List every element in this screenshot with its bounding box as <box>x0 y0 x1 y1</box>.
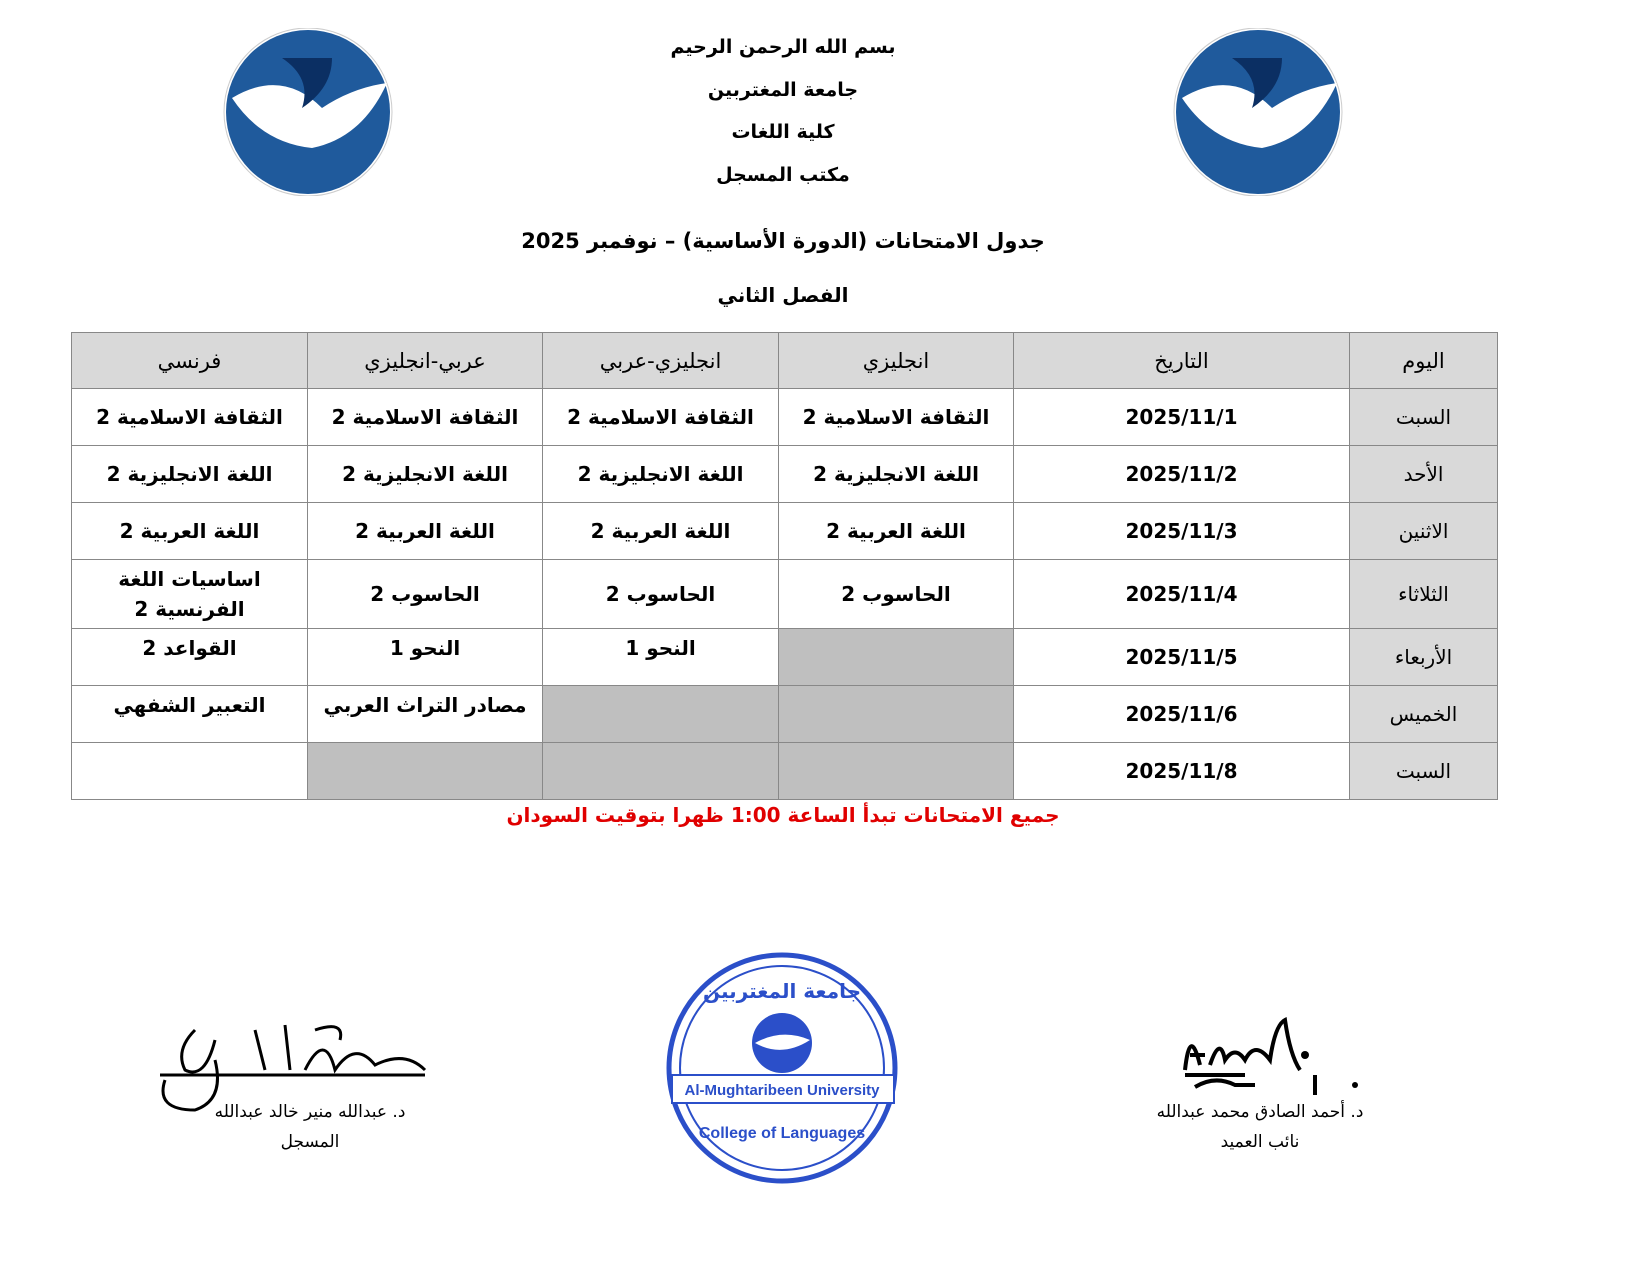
date-cell: 2025/11/6 <box>1014 686 1350 743</box>
english-arabic-cell: الثقافة الاسلامية 2 <box>543 389 779 446</box>
english-arabic-cell: الحاسوب 2 <box>543 560 779 629</box>
date-cell: 2025/11/5 <box>1014 629 1350 686</box>
english-arabic-cell: اللغة العربية 2 <box>543 503 779 560</box>
university-logo-right <box>1172 28 1344 196</box>
arabic-english-cell: الثقافة الاسلامية 2 <box>308 389 543 446</box>
date-cell: 2025/11/3 <box>1014 503 1350 560</box>
column-header-french: فرنسي <box>72 333 308 389</box>
college-stamp <box>660 948 905 1188</box>
date-cell: 2025/11/8 <box>1014 743 1350 800</box>
english-cell-empty <box>779 686 1014 743</box>
english-cell: الحاسوب 2 <box>779 560 1014 629</box>
column-header-day: اليوم <box>1350 333 1498 389</box>
date-cell: 2025/11/2 <box>1014 446 1350 503</box>
registrar-name: د. عبدالله منير خالد عبدالله <box>214 1102 406 1122</box>
table-row <box>72 560 1498 629</box>
day-cell: السبت <box>1350 743 1498 800</box>
french-cell-empty <box>72 743 308 800</box>
stamp-bottom-text: College of Languages <box>698 1125 866 1142</box>
english-cell: اللغة العربية 2 <box>779 503 1014 560</box>
arabic-english-cell: الحاسوب 2 <box>308 560 543 629</box>
table-header-row <box>72 333 1498 389</box>
university-logo-left <box>222 28 394 196</box>
french-cell: اللغة الانجليزية 2 <box>72 446 308 503</box>
column-header-english: انجليزي <box>779 333 1014 389</box>
french-cell: التعبير الشفهي <box>72 686 308 743</box>
column-header-arabic-english: عربي-انجليزي <box>308 333 543 389</box>
stamp-middle-text: Al-Mughtaribeen University <box>684 1082 880 1099</box>
day-cell: الخميس <box>1350 686 1498 743</box>
english-arabic-cell-empty <box>543 743 779 800</box>
exam-time-note: جميع الامتحانات تبدأ الساعة 1:00 ظهرا بتوقيت السودان <box>506 803 1060 827</box>
french-cell: القواعد 2 <box>72 629 308 686</box>
vice-dean-signature <box>1175 1015 1375 1105</box>
college-name: كلية اللغات <box>731 121 835 143</box>
french-cell: اللغة العربية 2 <box>72 503 308 560</box>
arabic-english-cell: اللغة العربية 2 <box>308 503 543 560</box>
table-row <box>72 686 1498 743</box>
english-cell-empty <box>779 743 1014 800</box>
english-cell: اللغة الانجليزية 2 <box>779 446 1014 503</box>
table-row <box>72 629 1498 686</box>
english-arabic-cell-empty <box>543 686 779 743</box>
arabic-english-cell: النحو 1 <box>308 629 543 686</box>
day-cell: الأحد <box>1350 446 1498 503</box>
university-name: جامعة المغتربين <box>707 79 859 101</box>
office-name: مكتب المسجل <box>716 164 850 186</box>
english-cell: الثقافة الاسلامية 2 <box>779 389 1014 446</box>
table-row <box>72 503 1498 560</box>
column-header-english-arabic: انجليزي-عربي <box>543 333 779 389</box>
semester: الفصل الثاني <box>717 283 849 307</box>
vice-dean-role: نائب العميد <box>1220 1132 1300 1152</box>
day-cell: السبت <box>1350 389 1498 446</box>
day-cell: الأربعاء <box>1350 629 1498 686</box>
arabic-english-cell: مصادر التراث العربي <box>308 686 543 743</box>
vice-dean-name: د. أحمد الصادق محمد عبدالله <box>1156 1102 1364 1122</box>
table-row <box>72 446 1498 503</box>
arabic-english-cell: اللغة الانجليزية 2 <box>308 446 543 503</box>
english-arabic-cell: النحو 1 <box>543 629 779 686</box>
french-cell: الثقافة الاسلامية 2 <box>72 389 308 446</box>
column-header-date: التاريخ <box>1014 333 1350 389</box>
exam-schedule-table <box>71 332 1498 800</box>
table-row <box>72 743 1498 800</box>
french-cell: اساسيات اللغة الفرنسية 2 <box>72 560 308 629</box>
arabic-english-cell-empty <box>308 743 543 800</box>
page-title: جدول الامتحانات (الدورة الأساسية) – نوفمبر 2025 <box>521 229 1045 253</box>
table-row <box>72 389 1498 446</box>
registrar-role: المسجل <box>280 1132 340 1152</box>
day-cell: الثلاثاء <box>1350 560 1498 629</box>
english-cell-empty <box>779 629 1014 686</box>
day-cell: الاثنين <box>1350 503 1498 560</box>
stamp-top-text: جامعة المغتربين <box>702 979 862 1003</box>
date-cell: 2025/11/1 <box>1014 389 1350 446</box>
basmala: بسم الله الرحمن الرحيم <box>670 36 896 58</box>
english-arabic-cell: اللغة الانجليزية 2 <box>543 446 779 503</box>
date-cell: 2025/11/4 <box>1014 560 1350 629</box>
